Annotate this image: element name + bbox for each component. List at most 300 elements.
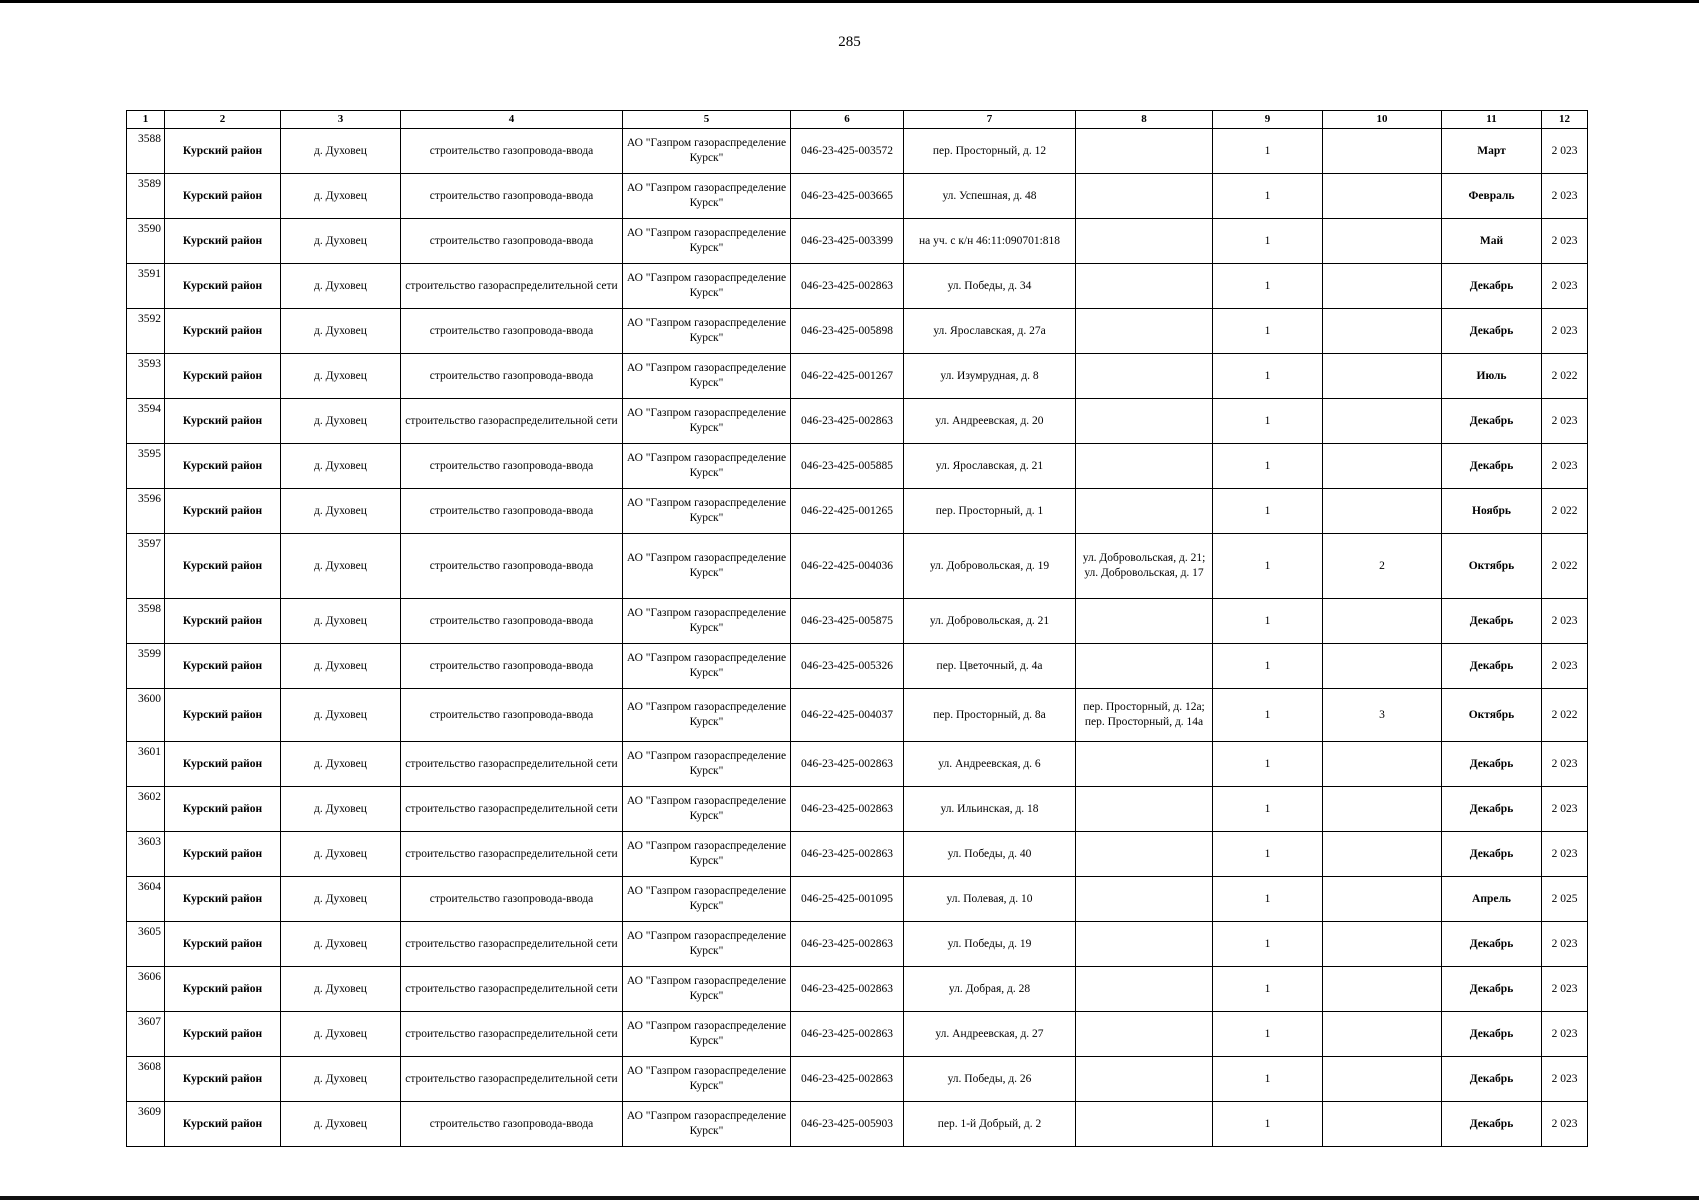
locality-cell: д. Духовец <box>281 1012 401 1057</box>
additional-address-cell <box>1076 922 1213 967</box>
table-row <box>127 922 1588 967</box>
district-cell: Курский район <box>165 264 281 309</box>
column-header: 8 <box>1076 111 1213 129</box>
row-number: 3602 <box>127 787 165 832</box>
organization-cell: АО "Газпром газораспределение Курск" <box>623 129 791 174</box>
extra-count-cell <box>1323 787 1442 832</box>
count-cell: 1 <box>1213 219 1323 264</box>
row-number: 3606 <box>127 967 165 1012</box>
locality-cell: д. Духовец <box>281 599 401 644</box>
row-number: 3589 <box>127 174 165 219</box>
locality-cell: д. Духовец <box>281 399 401 444</box>
extra-count-cell <box>1323 877 1442 922</box>
month-cell: Декабрь <box>1442 309 1542 354</box>
work-type-cell: строительство газораспределительной сети <box>401 1012 623 1057</box>
address-cell: ул. Победы, д. 19 <box>904 922 1076 967</box>
address-cell: ул. Изумрудная, д. 8 <box>904 354 1076 399</box>
row-number: 3600 <box>127 689 165 742</box>
organization-cell: АО "Газпром газораспределение Курск" <box>623 444 791 489</box>
organization-cell: АО "Газпром газораспределение Курск" <box>623 174 791 219</box>
address-cell: ул. Ильинская, д. 18 <box>904 787 1076 832</box>
work-type-cell: строительство газопровода-ввода <box>401 689 623 742</box>
month-cell: Декабрь <box>1442 832 1542 877</box>
organization-cell: АО "Газпром газораспределение Курск" <box>623 1102 791 1147</box>
locality-cell: д. Духовец <box>281 534 401 599</box>
district-cell: Курский район <box>165 1102 281 1147</box>
year-cell: 2 023 <box>1542 967 1588 1012</box>
address-cell: ул. Ярославская, д. 27а <box>904 309 1076 354</box>
code-cell: 046-23-425-002863 <box>791 922 904 967</box>
additional-address-cell <box>1076 742 1213 787</box>
address-cell: ул. Добровольская, д. 19 <box>904 534 1076 599</box>
year-cell: 2 022 <box>1542 489 1588 534</box>
year-cell: 2 023 <box>1542 219 1588 264</box>
additional-address-cell <box>1076 787 1213 832</box>
count-cell: 1 <box>1213 129 1323 174</box>
code-cell: 046-25-425-001095 <box>791 877 904 922</box>
district-cell: Курский район <box>165 1012 281 1057</box>
work-type-cell: строительство газораспределительной сети <box>401 787 623 832</box>
year-cell: 2 023 <box>1542 309 1588 354</box>
address-cell: ул. Победы, д. 34 <box>904 264 1076 309</box>
additional-address-cell: ул. Добровольская, д. 21; ул. Добровольская, д. 17 <box>1076 534 1213 599</box>
work-type-cell: строительство газопровода-ввода <box>401 599 623 644</box>
additional-address-cell <box>1076 1057 1213 1102</box>
column-header: 6 <box>791 111 904 129</box>
code-cell: 046-23-425-003399 <box>791 219 904 264</box>
locality-cell: д. Духовец <box>281 922 401 967</box>
organization-cell: АО "Газпром газораспределение Курск" <box>623 689 791 742</box>
additional-address-cell: пер. Просторный, д. 12а; пер. Просторный, д. 14а <box>1076 689 1213 742</box>
extra-count-cell <box>1323 309 1442 354</box>
additional-address-cell <box>1076 877 1213 922</box>
row-number: 3596 <box>127 489 165 534</box>
extra-count-cell <box>1323 354 1442 399</box>
year-cell: 2 023 <box>1542 742 1588 787</box>
count-cell: 1 <box>1213 534 1323 599</box>
year-cell: 2 023 <box>1542 399 1588 444</box>
count-cell: 1 <box>1213 787 1323 832</box>
year-cell: 2 023 <box>1542 832 1588 877</box>
bottom-border <box>0 1196 1699 1200</box>
additional-address-cell <box>1076 1102 1213 1147</box>
row-number: 3608 <box>127 1057 165 1102</box>
extra-count-cell <box>1323 444 1442 489</box>
address-cell: пер. Просторный, д. 12 <box>904 129 1076 174</box>
row-number: 3605 <box>127 922 165 967</box>
address-cell: ул. Андреевская, д. 27 <box>904 1012 1076 1057</box>
code-cell: 046-23-425-002863 <box>791 787 904 832</box>
table-row <box>127 534 1588 599</box>
locality-cell: д. Духовец <box>281 354 401 399</box>
extra-count-cell <box>1323 599 1442 644</box>
additional-address-cell <box>1076 489 1213 534</box>
locality-cell: д. Духовец <box>281 742 401 787</box>
organization-cell: АО "Газпром газораспределение Курск" <box>623 877 791 922</box>
top-border <box>0 0 1699 3</box>
month-cell: Май <box>1442 219 1542 264</box>
address-cell: пер. 1-й Добрый, д. 2 <box>904 1102 1076 1147</box>
table-row <box>127 129 1588 174</box>
page-number: 285 <box>838 34 861 50</box>
column-header: 3 <box>281 111 401 129</box>
locality-cell: д. Духовец <box>281 832 401 877</box>
additional-address-cell <box>1076 219 1213 264</box>
additional-address-cell <box>1076 129 1213 174</box>
extra-count-cell <box>1323 489 1442 534</box>
month-cell: Декабрь <box>1442 599 1542 644</box>
work-type-cell: строительство газопровода-ввода <box>401 309 623 354</box>
year-cell: 2 023 <box>1542 174 1588 219</box>
row-number: 3601 <box>127 742 165 787</box>
additional-address-cell <box>1076 599 1213 644</box>
organization-cell: АО "Газпром газораспределение Курск" <box>623 309 791 354</box>
organization-cell: АО "Газпром газораспределение Курск" <box>623 534 791 599</box>
code-cell: 046-23-425-003665 <box>791 174 904 219</box>
column-header: 4 <box>401 111 623 129</box>
work-type-cell: строительство газораспределительной сети <box>401 832 623 877</box>
table-row <box>127 354 1588 399</box>
row-number: 3603 <box>127 832 165 877</box>
table-body <box>127 129 1588 1147</box>
column-header: 12 <box>1542 111 1588 129</box>
extra-count-cell <box>1323 922 1442 967</box>
additional-address-cell <box>1076 174 1213 219</box>
locality-cell: д. Духовец <box>281 1057 401 1102</box>
table-row <box>127 1012 1588 1057</box>
month-cell: Декабрь <box>1442 922 1542 967</box>
locality-cell: д. Духовец <box>281 309 401 354</box>
organization-cell: АО "Газпром газораспределение Курск" <box>623 967 791 1012</box>
month-cell: Ноябрь <box>1442 489 1542 534</box>
row-number: 3607 <box>127 1012 165 1057</box>
year-cell: 2 023 <box>1542 1012 1588 1057</box>
work-type-cell: строительство газораспределительной сети <box>401 399 623 444</box>
address-cell: на уч. с к/н 46:11:090701:818 <box>904 219 1076 264</box>
table-row <box>127 489 1588 534</box>
year-cell: 2 023 <box>1542 1057 1588 1102</box>
month-cell: Декабрь <box>1442 399 1542 444</box>
month-cell: Декабрь <box>1442 1057 1542 1102</box>
month-cell: Февраль <box>1442 174 1542 219</box>
district-cell: Курский район <box>165 129 281 174</box>
organization-cell: АО "Газпром газораспределение Курск" <box>623 489 791 534</box>
table-row <box>127 787 1588 832</box>
additional-address-cell <box>1076 444 1213 489</box>
address-cell: пер. Цветочный, д. 4а <box>904 644 1076 689</box>
address-cell: ул. Андреевская, д. 20 <box>904 399 1076 444</box>
locality-cell: д. Духовец <box>281 644 401 689</box>
count-cell: 1 <box>1213 174 1323 219</box>
column-header: 2 <box>165 111 281 129</box>
locality-cell: д. Духовец <box>281 219 401 264</box>
organization-cell: АО "Газпром газораспределение Курск" <box>623 354 791 399</box>
extra-count-cell <box>1323 967 1442 1012</box>
locality-cell: д. Духовец <box>281 264 401 309</box>
count-cell: 1 <box>1213 354 1323 399</box>
code-cell: 046-23-425-005885 <box>791 444 904 489</box>
district-cell: Курский район <box>165 644 281 689</box>
table-row <box>127 1057 1588 1102</box>
column-header: 5 <box>623 111 791 129</box>
header-row <box>127 111 1588 129</box>
extra-count-cell: 2 <box>1323 534 1442 599</box>
work-type-cell: строительство газораспределительной сети <box>401 264 623 309</box>
year-cell: 2 022 <box>1542 689 1588 742</box>
work-type-cell: строительство газопровода-ввода <box>401 534 623 599</box>
code-cell: 046-23-425-005875 <box>791 599 904 644</box>
month-cell: Декабрь <box>1442 264 1542 309</box>
month-cell: Октябрь <box>1442 534 1542 599</box>
work-type-cell: строительство газопровода-ввода <box>401 1102 623 1147</box>
organization-cell: АО "Газпром газораспределение Курск" <box>623 219 791 264</box>
year-cell: 2 023 <box>1542 787 1588 832</box>
year-cell: 2 023 <box>1542 599 1588 644</box>
row-number: 3591 <box>127 264 165 309</box>
extra-count-cell: 3 <box>1323 689 1442 742</box>
year-cell: 2 023 <box>1542 444 1588 489</box>
extra-count-cell <box>1323 399 1442 444</box>
table-row <box>127 309 1588 354</box>
column-header: 7 <box>904 111 1076 129</box>
locality-cell: д. Духовец <box>281 129 401 174</box>
code-cell: 046-22-425-001267 <box>791 354 904 399</box>
code-cell: 046-23-425-002863 <box>791 967 904 1012</box>
work-type-cell: строительство газораспределительной сети <box>401 1057 623 1102</box>
code-cell: 046-22-425-004036 <box>791 534 904 599</box>
district-cell: Курский район <box>165 174 281 219</box>
locality-cell: д. Духовец <box>281 174 401 219</box>
additional-address-cell <box>1076 399 1213 444</box>
count-cell: 1 <box>1213 742 1323 787</box>
district-cell: Курский район <box>165 967 281 1012</box>
month-cell: Декабрь <box>1442 742 1542 787</box>
additional-address-cell <box>1076 832 1213 877</box>
code-cell: 046-23-425-002863 <box>791 742 904 787</box>
table-row <box>127 877 1588 922</box>
count-cell: 1 <box>1213 832 1323 877</box>
organization-cell: АО "Газпром газораспределение Курск" <box>623 599 791 644</box>
count-cell: 1 <box>1213 489 1323 534</box>
work-type-cell: строительство газораспределительной сети <box>401 967 623 1012</box>
count-cell: 1 <box>1213 922 1323 967</box>
table-row <box>127 644 1588 689</box>
month-cell: Декабрь <box>1442 444 1542 489</box>
code-cell: 046-23-425-002863 <box>791 264 904 309</box>
table-row <box>127 264 1588 309</box>
table-row <box>127 399 1588 444</box>
row-number: 3609 <box>127 1102 165 1147</box>
code-cell: 046-23-425-005898 <box>791 309 904 354</box>
district-cell: Курский район <box>165 534 281 599</box>
column-header: 9 <box>1213 111 1323 129</box>
district-cell: Курский район <box>165 489 281 534</box>
code-cell: 046-22-425-001265 <box>791 489 904 534</box>
address-cell: ул. Победы, д. 40 <box>904 832 1076 877</box>
address-cell: ул. Ярославская, д. 21 <box>904 444 1076 489</box>
work-type-cell: строительство газопровода-ввода <box>401 354 623 399</box>
row-number: 3597 <box>127 534 165 599</box>
district-cell: Курский район <box>165 877 281 922</box>
year-cell: 2 022 <box>1542 534 1588 599</box>
address-cell: ул. Победы, д. 26 <box>904 1057 1076 1102</box>
address-cell: пер. Просторный, д. 8а <box>904 689 1076 742</box>
count-cell: 1 <box>1213 1057 1323 1102</box>
column-header: 10 <box>1323 111 1442 129</box>
year-cell: 2 025 <box>1542 877 1588 922</box>
organization-cell: АО "Газпром газораспределение Курск" <box>623 832 791 877</box>
row-number: 3604 <box>127 877 165 922</box>
year-cell: 2 023 <box>1542 264 1588 309</box>
count-cell: 1 <box>1213 399 1323 444</box>
row-number: 3599 <box>127 644 165 689</box>
district-cell: Курский район <box>165 832 281 877</box>
code-cell: 046-23-425-002863 <box>791 399 904 444</box>
extra-count-cell <box>1323 1057 1442 1102</box>
locality-cell: д. Духовец <box>281 787 401 832</box>
address-cell: ул. Добрая, д. 28 <box>904 967 1076 1012</box>
count-cell: 1 <box>1213 689 1323 742</box>
extra-count-cell <box>1323 644 1442 689</box>
table-row <box>127 967 1588 1012</box>
month-cell: Октябрь <box>1442 689 1542 742</box>
district-cell: Курский район <box>165 787 281 832</box>
code-cell: 046-22-425-004037 <box>791 689 904 742</box>
count-cell: 1 <box>1213 309 1323 354</box>
count-cell: 1 <box>1213 599 1323 644</box>
table-row <box>127 742 1588 787</box>
district-cell: Курский район <box>165 219 281 264</box>
count-cell: 1 <box>1213 967 1323 1012</box>
table-row <box>127 174 1588 219</box>
locality-cell: д. Духовец <box>281 967 401 1012</box>
work-type-cell: строительство газопровода-ввода <box>401 644 623 689</box>
address-cell: ул. Андреевская, д. 6 <box>904 742 1076 787</box>
additional-address-cell <box>1076 644 1213 689</box>
organization-cell: АО "Газпром газораспределение Курск" <box>623 399 791 444</box>
work-type-cell: строительство газопровода-ввода <box>401 129 623 174</box>
work-type-cell: строительство газораспределительной сети <box>401 922 623 967</box>
month-cell: Декабрь <box>1442 644 1542 689</box>
row-number: 3595 <box>127 444 165 489</box>
district-cell: Курский район <box>165 689 281 742</box>
extra-count-cell <box>1323 129 1442 174</box>
organization-cell: АО "Газпром газораспределение Курск" <box>623 644 791 689</box>
year-cell: 2 023 <box>1542 1102 1588 1147</box>
work-type-cell: строительство газопровода-ввода <box>401 219 623 264</box>
additional-address-cell <box>1076 967 1213 1012</box>
work-type-cell: строительство газопровода-ввода <box>401 174 623 219</box>
count-cell: 1 <box>1213 644 1323 689</box>
locality-cell: д. Духовец <box>281 489 401 534</box>
row-number: 3588 <box>127 129 165 174</box>
additional-address-cell <box>1076 309 1213 354</box>
locality-cell: д. Духовец <box>281 1102 401 1147</box>
district-cell: Курский район <box>165 742 281 787</box>
row-number: 3598 <box>127 599 165 644</box>
locality-cell: д. Духовец <box>281 444 401 489</box>
address-cell: ул. Добровольская, д. 21 <box>904 599 1076 644</box>
district-cell: Курский район <box>165 922 281 967</box>
district-cell: Курский район <box>165 354 281 399</box>
work-type-cell: строительство газопровода-ввода <box>401 489 623 534</box>
district-cell: Курский район <box>165 399 281 444</box>
code-cell: 046-23-425-005326 <box>791 644 904 689</box>
organization-cell: АО "Газпром газораспределение Курск" <box>623 742 791 787</box>
district-cell: Курский район <box>165 1057 281 1102</box>
column-header: 1 <box>127 111 165 129</box>
table-row <box>127 1102 1588 1147</box>
extra-count-cell <box>1323 264 1442 309</box>
year-cell: 2 022 <box>1542 354 1588 399</box>
address-cell: ул. Успешная, д. 48 <box>904 174 1076 219</box>
additional-address-cell <box>1076 1012 1213 1057</box>
code-cell: 046-23-425-002863 <box>791 832 904 877</box>
month-cell: Июль <box>1442 354 1542 399</box>
code-cell: 046-23-425-002863 <box>791 1012 904 1057</box>
extra-count-cell <box>1323 219 1442 264</box>
code-cell: 046-23-425-005903 <box>791 1102 904 1147</box>
table-row <box>127 832 1588 877</box>
code-cell: 046-23-425-002863 <box>791 1057 904 1102</box>
table-row <box>127 219 1588 264</box>
district-cell: Курский район <box>165 444 281 489</box>
row-number: 3594 <box>127 399 165 444</box>
extra-count-cell <box>1323 742 1442 787</box>
row-number: 3593 <box>127 354 165 399</box>
month-cell: Март <box>1442 129 1542 174</box>
district-cell: Курский район <box>165 599 281 644</box>
address-cell: ул. Полевая, д. 10 <box>904 877 1076 922</box>
extra-count-cell <box>1323 174 1442 219</box>
table-row <box>127 689 1588 742</box>
district-cell: Курский район <box>165 309 281 354</box>
count-cell: 1 <box>1213 264 1323 309</box>
table-row <box>127 599 1588 644</box>
column-header: 11 <box>1442 111 1542 129</box>
work-type-cell: строительство газопровода-ввода <box>401 877 623 922</box>
month-cell: Декабрь <box>1442 1012 1542 1057</box>
locality-cell: д. Духовец <box>281 877 401 922</box>
count-cell: 1 <box>1213 1102 1323 1147</box>
month-cell: Декабрь <box>1442 1102 1542 1147</box>
organization-cell: АО "Газпром газораспределение Курск" <box>623 1012 791 1057</box>
count-cell: 1 <box>1213 1012 1323 1057</box>
month-cell: Декабрь <box>1442 967 1542 1012</box>
row-number: 3592 <box>127 309 165 354</box>
organization-cell: АО "Газпром газораспределение Курск" <box>623 787 791 832</box>
year-cell: 2 023 <box>1542 644 1588 689</box>
extra-count-cell <box>1323 832 1442 877</box>
additional-address-cell <box>1076 354 1213 399</box>
organization-cell: АО "Газпром газораспределение Курск" <box>623 922 791 967</box>
work-type-cell: строительство газопровода-ввода <box>401 444 623 489</box>
extra-count-cell <box>1323 1102 1442 1147</box>
table-row <box>127 444 1588 489</box>
address-cell: пер. Просторный, д. 1 <box>904 489 1076 534</box>
count-cell: 1 <box>1213 444 1323 489</box>
locality-cell: д. Духовец <box>281 689 401 742</box>
organization-cell: АО "Газпром газораспределение Курск" <box>623 264 791 309</box>
month-cell: Декабрь <box>1442 787 1542 832</box>
additional-address-cell <box>1076 264 1213 309</box>
year-cell: 2 023 <box>1542 129 1588 174</box>
registry-table <box>126 110 1588 1147</box>
year-cell: 2 023 <box>1542 922 1588 967</box>
organization-cell: АО "Газпром газораспределение Курск" <box>623 1057 791 1102</box>
count-cell: 1 <box>1213 877 1323 922</box>
extra-count-cell <box>1323 1012 1442 1057</box>
